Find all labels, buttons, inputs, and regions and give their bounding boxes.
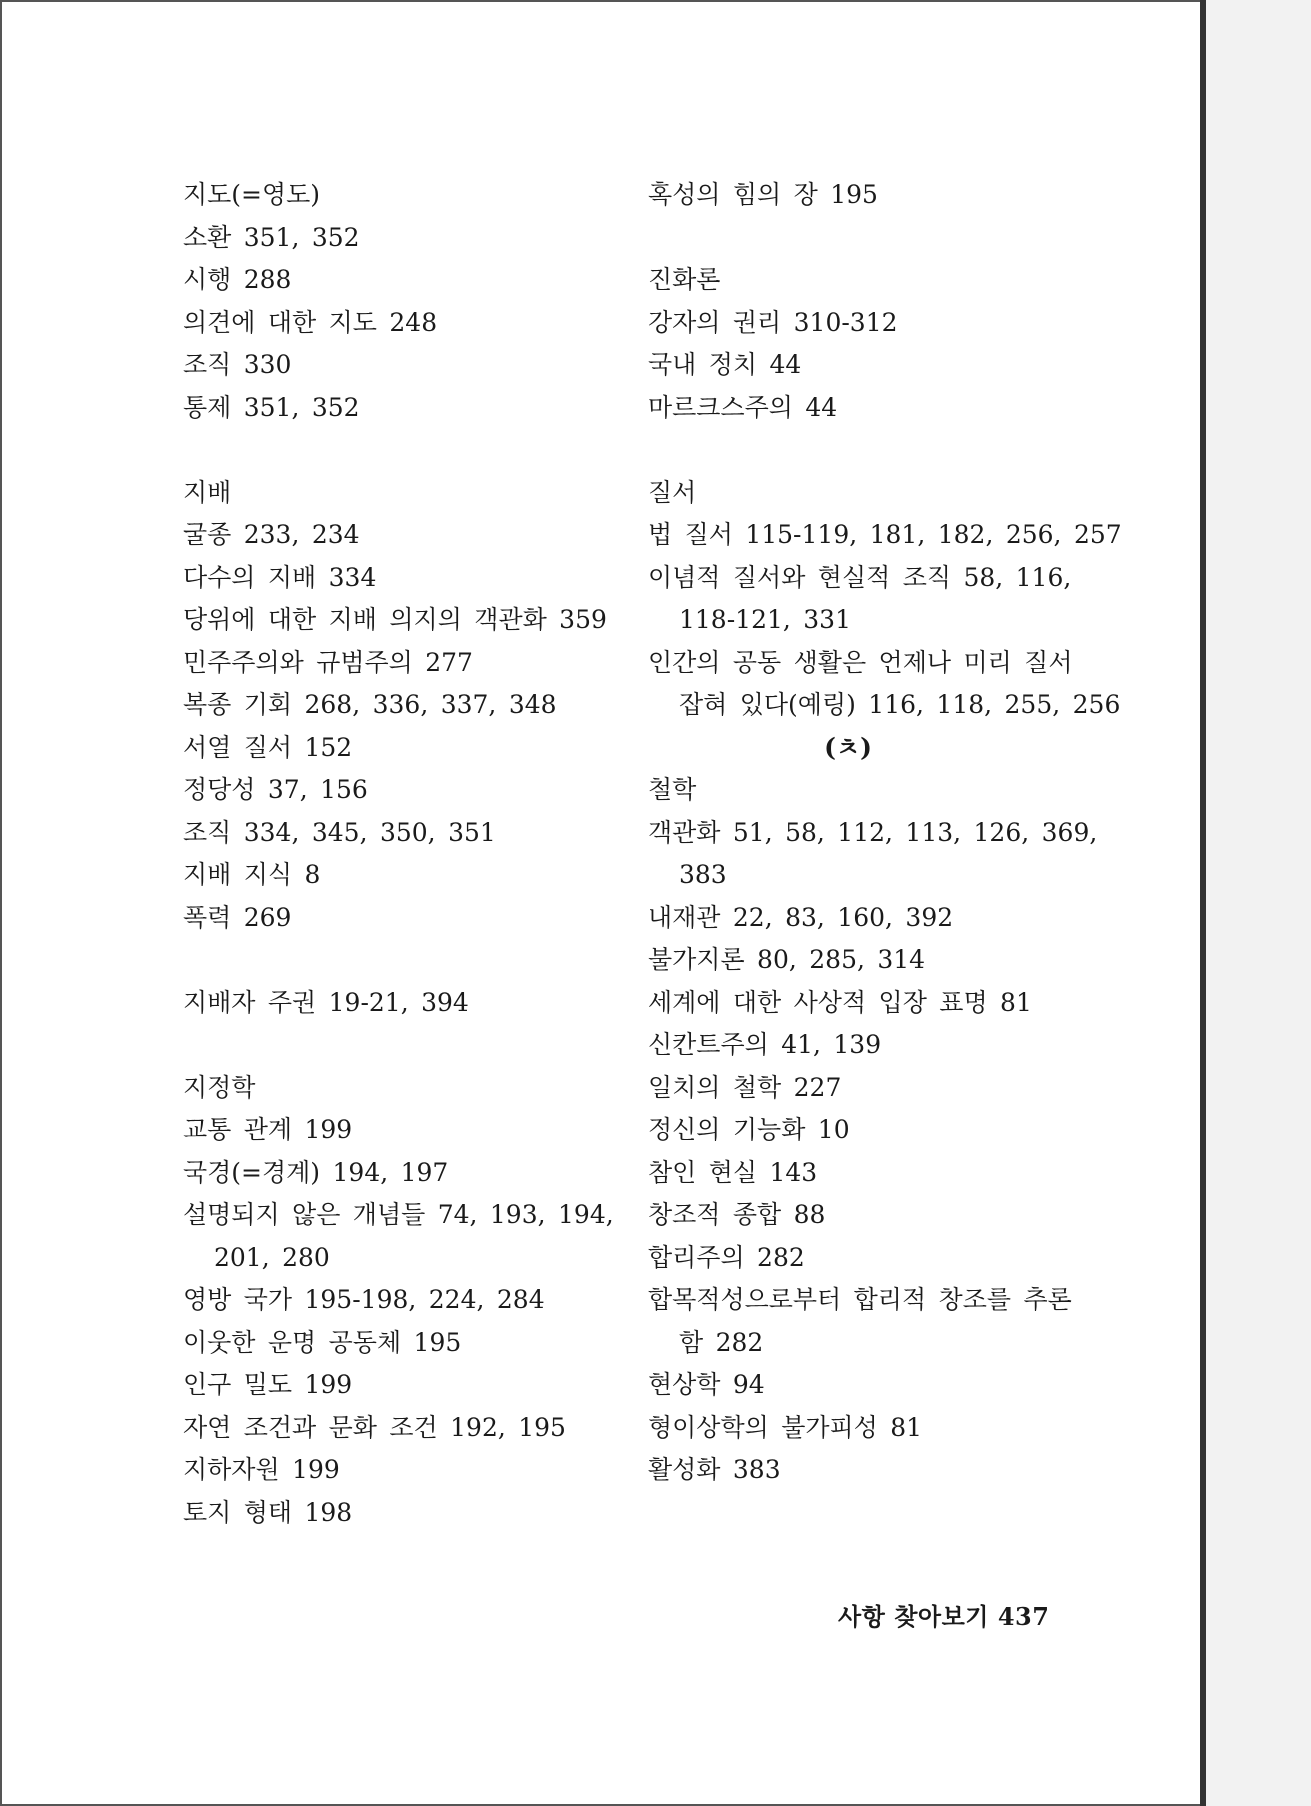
index-entry: 활성화 383 [648,1455,781,1484]
index-spacer [183,429,623,472]
index-entry: 현상학 94 [648,1370,765,1399]
index-entry-continuation: 118-121, 331 [679,605,851,634]
page-footer [838,1597,1049,1632]
index-heading: 철학 [648,775,697,804]
index-entry: 일치의 철학 227 [648,1072,842,1102]
index-entry: 토지 형태 198 [183,1497,353,1527]
index-spacer [648,429,1078,472]
index-entry: 불가지론 80, 285, 314 [648,945,926,974]
index-entry: 서열 질서 152 [183,732,353,762]
index-entry: 법 질서 115-119, 181, 182, 256, 257 [648,520,1122,549]
index-heading: 지정학 [183,1072,256,1102]
index-entry: 인구 밀도 199 [183,1370,353,1399]
index-entry: 시행 288 [183,265,292,294]
index-entry: 이념적 질서와 현실적 조직 58, 116, [648,562,1072,592]
index-entry: 인간의 공동 생활은 언제나 미리 질서 [648,647,1073,677]
index-entry: 복종 기회 268, 336, 337, 348 [183,690,557,719]
index-entry: 세계에 대한 사상적 입장 표명 81 [648,987,1032,1017]
index-entry-continuation: 잡혀 있다(예링) 116, 118, 255, 256 [679,690,1121,719]
index-entry: 지배 지식 8 [183,860,321,889]
index-entry: 정신의 기능화 10 [648,1115,850,1144]
index-spacer [183,1024,623,1067]
page-edge [1200,0,1206,1806]
footer-label: 사항 찾아보기 [838,1602,989,1631]
index-heading: 진화론 [648,265,721,294]
index-heading: 지배 [183,477,232,507]
index-entry: 정당성 37, 156 [183,775,368,804]
index-entry: 당위에 대한 지배 의지의 객관화 359 [183,605,607,634]
index-heading: 지배자 주권 19-21, 394 [183,987,469,1017]
index-column-right [648,174,1122,1492]
index-entry: 합목적성으로부터 합리적 창조를 추론 [648,1285,1072,1314]
index-entry-continuation: 383 [679,860,727,889]
index-entry: 자연 조건과 문화 조건 192, 195 [183,1412,566,1442]
index-entry: 조직 334, 345, 350, 351 [183,817,496,847]
index-entry: 영방 국가 195-198, 224, 284 [183,1285,545,1314]
index-entry: 참인 현실 143 [648,1157,818,1187]
index-entry: 조직 330 [183,350,292,379]
index-entry: 굴종 233, 234 [183,520,360,549]
index-entry: 국내 정치 44 [648,350,802,379]
index-entry: 지하자원 199 [183,1455,340,1484]
page-number: 437 [997,1602,1050,1631]
index-entry: 민주주의와 규범주의 277 [183,647,473,677]
index-entry: 설명되지 않은 개념들 74, 193, 194, [183,1200,614,1229]
index-column-left [183,174,623,1534]
index-entry: 통제 351, 352 [183,392,360,422]
index-entry: 교통 관계 199 [183,1115,353,1144]
index-section-letter: (ㅊ) [824,732,872,762]
index-entry: 내재관 22, 83, 160, 392 [648,902,954,932]
index-entry-continuation: 201, 280 [214,1242,330,1272]
index-entry: 객관화 51, 58, 112, 113, 126, 369, [648,817,1098,847]
index-entry: 소환 351, 352 [183,222,360,252]
index-entry: 폭력 269 [183,902,292,932]
index-entry: 창조적 종합 88 [648,1200,826,1229]
index-entry: 마르크스주의 44 [648,392,838,422]
index-entry-continuation: 함 282 [679,1327,764,1357]
index-entry: 다수의 지배 334 [183,562,377,592]
index-entry: 형이상학의 불가피성 81 [648,1412,923,1442]
index-entry: 혹성의 힘의 장 195 [648,180,878,209]
index-entry: 이웃한 운명 공동체 195 [183,1327,462,1357]
index-spacer [183,939,623,982]
index-entry: 강자의 권리 310-312 [648,307,898,337]
index-entry: 신칸트주의 41, 139 [648,1030,882,1059]
index-spacer [648,217,1078,260]
viewer-background [1206,0,1311,1806]
index-entry: 의견에 대한 지도 248 [183,307,438,337]
index-heading: 지도(=영도) [183,180,321,209]
index-entry: 국경(=경계) 194, 197 [183,1157,449,1187]
index-entry: 합리주의 282 [648,1242,805,1272]
index-heading: 질서 [648,477,697,507]
